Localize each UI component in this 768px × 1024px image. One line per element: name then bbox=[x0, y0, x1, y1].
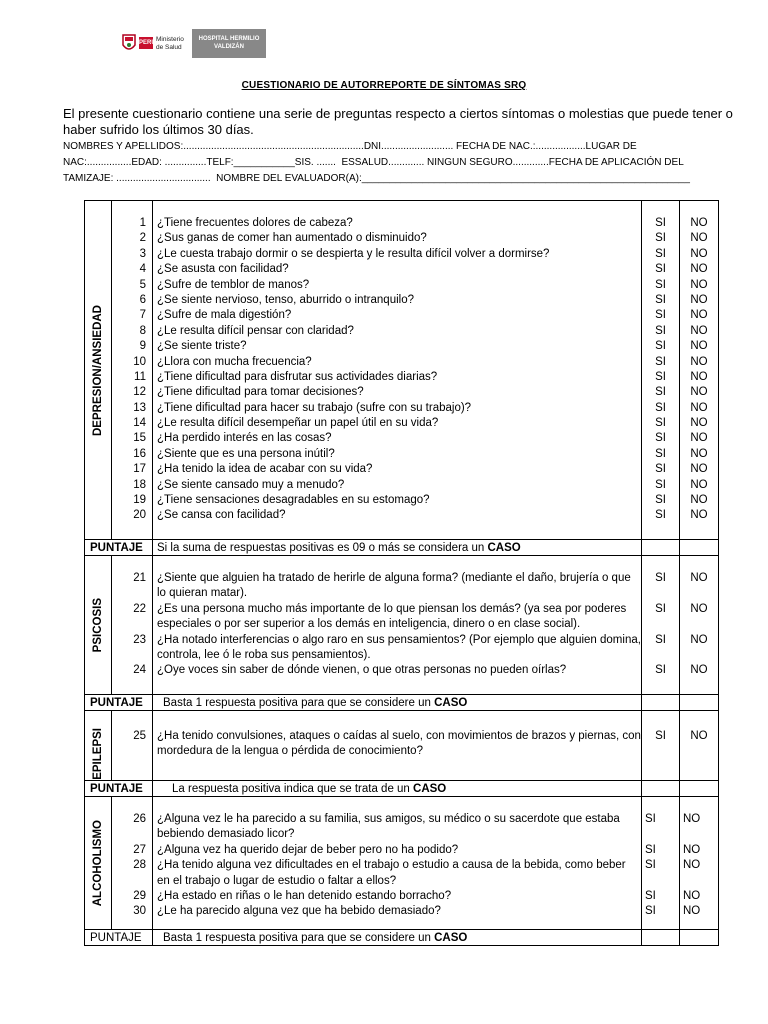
answer-no-option[interactable]: NO bbox=[690, 730, 708, 742]
srq-questionnaire-table bbox=[84, 200, 719, 946]
question-number: 18 bbox=[133, 478, 146, 491]
puntaje-si-cell[interactable] bbox=[642, 695, 680, 711]
caso-label: CASO bbox=[413, 782, 447, 795]
puntaje-rule bbox=[153, 695, 642, 711]
puntaje-si-cell[interactable] bbox=[642, 781, 680, 797]
answer-no-option[interactable]: NO bbox=[683, 905, 701, 918]
question-number: 24 bbox=[133, 664, 146, 677]
question-number: 8 bbox=[139, 324, 146, 337]
question-text: ¿Le ha parecido alguna vez que ha bebido demasiado? bbox=[157, 905, 441, 918]
answer-si-option[interactable]: SI bbox=[655, 633, 666, 646]
coat-of-arms-icon bbox=[121, 31, 137, 55]
question-text: ¿Le resulta difícil desempeñar un papel útil en su vida? bbox=[157, 417, 439, 430]
caso-label: CASO bbox=[434, 696, 468, 709]
question-number: 9 bbox=[139, 340, 146, 353]
answer-si-option[interactable]: SI bbox=[655, 263, 666, 276]
no-column bbox=[680, 797, 719, 930]
si-column bbox=[642, 556, 680, 695]
question-text: ¿Sus ganas de comer han aumentado o disminuido? bbox=[157, 232, 427, 245]
answer-no-option[interactable]: NO bbox=[690, 324, 708, 337]
answer-no-option[interactable]: NO bbox=[690, 432, 708, 445]
question-text: ¿Sufre de mala digestión? bbox=[157, 309, 292, 322]
section-label-alcoholismo: ALCOHOLISMO bbox=[92, 819, 104, 907]
answer-no-option[interactable]: NO bbox=[690, 633, 708, 646]
caso-label: CASO bbox=[487, 541, 521, 554]
puntaje-no-cell[interactable] bbox=[680, 540, 719, 556]
answer-no-option[interactable]: NO bbox=[690, 664, 708, 677]
form-line-1: NOMBRES Y APELLIDOS:.................................................................DNI.......................... FECHA DE NAC.:..................LUGAR DE bbox=[63, 141, 637, 152]
form-line-3 bbox=[63, 173, 690, 184]
answer-no-option[interactable]: NO bbox=[690, 217, 708, 229]
section-alcoholismo bbox=[85, 797, 719, 930]
telf-blank[interactable]: ___________ bbox=[233, 157, 295, 168]
section-depresion bbox=[85, 201, 719, 540]
question-text: ¿Llora con mucha frecuencia? bbox=[157, 355, 312, 368]
answer-no-option[interactable]: NO bbox=[690, 232, 708, 245]
no-column bbox=[680, 556, 719, 695]
answer-si-option[interactable]: SI bbox=[645, 843, 656, 856]
question-text: ¿Tiene dificultad para hacer su trabajo (sufre con su trabajo)? bbox=[157, 401, 472, 414]
puntaje-row-alcoholismo bbox=[85, 930, 719, 946]
answer-no-option[interactable]: NO bbox=[690, 602, 708, 615]
answer-si-option[interactable]: SI bbox=[645, 813, 656, 825]
puntaje-no-cell[interactable] bbox=[680, 930, 719, 946]
question-number: 27 bbox=[133, 843, 146, 856]
si-column bbox=[642, 797, 680, 930]
question-number: 26 bbox=[133, 813, 146, 825]
question-number: 29 bbox=[133, 889, 146, 902]
puntaje-text: Basta 1 respuesta positiva para que se considere un bbox=[163, 696, 431, 709]
puntaje-label: PUNTAJE bbox=[85, 695, 153, 711]
question-number: 15 bbox=[133, 432, 146, 445]
answer-no-option[interactable]: NO bbox=[683, 889, 701, 902]
question-number: 28 bbox=[133, 859, 146, 872]
questions-column bbox=[153, 201, 642, 540]
intro-paragraph: El presente cuestionario contiene una serie de preguntas respecto a ciertos síntomas o molestias que puede tener o haber sufrido los últimos 30 días. bbox=[63, 106, 733, 137]
no-column bbox=[680, 711, 719, 781]
questions-column bbox=[153, 711, 642, 781]
question-text: ¿Oye voces sin saber de dónde vienen, o que otras personas no pueden oírlas? bbox=[157, 664, 567, 677]
form-line-3a: TAMIZAJE: .................................. NOMBRE DEL EVALUADOR(A): bbox=[63, 173, 362, 184]
answer-si-option[interactable]: SI bbox=[655, 340, 666, 353]
numbers-column bbox=[112, 556, 153, 695]
no-column bbox=[680, 201, 719, 540]
question-text: ¿Tiene sensaciones desagradables en su estomago? bbox=[157, 494, 430, 507]
questions-column bbox=[153, 797, 642, 930]
answer-si-option[interactable]: SI bbox=[655, 572, 666, 584]
answer-si-option[interactable]: SI bbox=[655, 494, 666, 507]
answer-si-option[interactable]: SI bbox=[655, 730, 666, 742]
numbers-column bbox=[112, 797, 153, 930]
answer-no-option[interactable]: NO bbox=[683, 813, 701, 825]
question-number: 13 bbox=[133, 401, 146, 414]
answer-no-option[interactable]: NO bbox=[690, 494, 708, 507]
puntaje-rule bbox=[153, 781, 642, 797]
question-text: ¿Ha perdido interés en las cosas? bbox=[157, 432, 332, 445]
question-number: 14 bbox=[133, 417, 146, 430]
question-number: 4 bbox=[139, 263, 146, 276]
answer-si-option[interactable]: SI bbox=[655, 217, 666, 229]
question-text: ¿Tiene dificultad para tomar decisiones? bbox=[157, 386, 364, 399]
answer-no-option[interactable]: NO bbox=[690, 340, 708, 353]
questions-column bbox=[153, 556, 642, 695]
answer-si-option[interactable]: SI bbox=[655, 432, 666, 445]
question-number: 10 bbox=[133, 355, 146, 368]
puntaje-si-cell[interactable] bbox=[642, 930, 680, 946]
puntaje-row-epilepsia bbox=[85, 781, 719, 797]
answer-no-option[interactable]: NO bbox=[690, 247, 708, 260]
section-label-epilepsia: EPILEPSI bbox=[92, 728, 104, 780]
answer-si-option[interactable]: SI bbox=[655, 664, 666, 677]
section-label-cell bbox=[85, 797, 112, 930]
answer-si-option[interactable]: SI bbox=[655, 463, 666, 476]
question-text: ¿Ha tenido convulsiones, ataques o caídas al suelo, con movimientos de brazos y piernas, con mordedura de la lengua o pérdida de conocimiento? bbox=[157, 730, 641, 758]
question-text: ¿Siente que alguien ha tratado de herirle de alguna forma? (mediante el daño, brujería o que lo quieran matar). bbox=[157, 572, 631, 600]
answer-si-option[interactable]: SI bbox=[655, 447, 666, 460]
question-number: 20 bbox=[133, 509, 146, 522]
answer-si-option[interactable]: SI bbox=[655, 602, 666, 615]
question-text: ¿Se siente nervioso, tenso, aburrido o intranquilo? bbox=[157, 293, 414, 306]
question-number: 17 bbox=[133, 463, 146, 476]
section-label-cell bbox=[85, 711, 112, 781]
document-title: CUESTIONARIO DE AUTORREPORTE DE SÍNTOMAS SRQ bbox=[241, 80, 527, 91]
caso-label: CASO bbox=[434, 931, 468, 944]
question-text: ¿Ha notado interferencias o algo raro en sus pensamientos? (Por ejemplo que alguien domina, controla, lee ó le roba sus pensamientos). bbox=[157, 633, 641, 661]
form-line-2 bbox=[63, 157, 684, 168]
evaluator-blank[interactable]: ___________________________________________________________ bbox=[361, 173, 690, 184]
puntaje-rule bbox=[153, 930, 642, 946]
puntaje-text: Basta 1 respuesta positiva para que se considere un bbox=[163, 931, 431, 944]
section-epilepsia bbox=[85, 711, 719, 781]
section-psicosis bbox=[85, 556, 719, 695]
answer-no-option[interactable]: NO bbox=[690, 309, 708, 322]
answer-si-option[interactable]: SI bbox=[655, 478, 666, 491]
puntaje-rule bbox=[153, 540, 642, 556]
question-text: ¿Alguna vez ha querido dejar de beber pero no ha podido? bbox=[157, 843, 459, 856]
answer-no-option[interactable]: NO bbox=[690, 263, 708, 276]
section-label-cell bbox=[85, 556, 112, 695]
question-text: ¿Tiene dificultad para disfrutar sus actividades diarias? bbox=[157, 370, 438, 383]
question-number: 16 bbox=[133, 447, 146, 460]
institution-logo bbox=[117, 29, 266, 58]
puntaje-no-cell[interactable] bbox=[680, 781, 719, 797]
question-text: ¿Es una persona mucho más importante de lo que piensan los demás? (ya sea por poderes especiales o por ser superior a los demás en inteligencia, dinero o en clase social). bbox=[157, 602, 627, 631]
puntaje-label: PUNTAJE bbox=[85, 930, 153, 946]
si-column bbox=[642, 201, 680, 540]
question-number: 23 bbox=[133, 633, 146, 646]
question-text: ¿Se asusta con facilidad? bbox=[157, 263, 289, 276]
puntaje-text: La respuesta positiva indica que se trata de un bbox=[172, 782, 410, 795]
question-number: 11 bbox=[134, 370, 146, 383]
answer-si-option[interactable]: SI bbox=[655, 278, 666, 291]
answer-si-option[interactable]: SI bbox=[655, 401, 666, 414]
question-number: 3 bbox=[139, 247, 146, 260]
answer-si-option[interactable]: SI bbox=[655, 232, 666, 245]
puntaje-text: Si la suma de respuestas positivas es 09 o más se considera un bbox=[157, 541, 485, 554]
answer-si-option[interactable]: SI bbox=[655, 509, 666, 522]
question-number: 5 bbox=[139, 278, 146, 291]
answer-si-option[interactable]: SI bbox=[655, 324, 666, 337]
question-number: 25 bbox=[133, 730, 146, 742]
answer-no-option[interactable]: NO bbox=[690, 478, 708, 491]
question-text: ¿Ha estado en riñas o le han detenido estando borracho? bbox=[157, 889, 452, 902]
answer-si-option[interactable]: SI bbox=[655, 293, 666, 306]
answer-no-option[interactable]: NO bbox=[690, 370, 708, 383]
puntaje-label: PUNTAJE bbox=[85, 540, 153, 556]
answer-si-option[interactable]: SI bbox=[655, 386, 666, 399]
question-number: 1 bbox=[139, 217, 146, 229]
question-text: ¿Siente que es una persona inútil? bbox=[157, 447, 335, 460]
question-number: 30 bbox=[133, 905, 146, 918]
answer-si-option[interactable]: SI bbox=[655, 309, 666, 322]
answer-no-option[interactable]: NO bbox=[690, 509, 708, 522]
answer-si-option[interactable]: SI bbox=[645, 859, 656, 872]
answer-no-option[interactable]: NO bbox=[690, 572, 708, 584]
question-number: 12 bbox=[133, 386, 146, 399]
question-number: 21 bbox=[133, 572, 146, 584]
answer-si-option[interactable]: SI bbox=[645, 905, 656, 918]
numbers-column bbox=[112, 711, 153, 781]
form-line-2b: SIS. ....... ESSALUD............. NINGUN SEGURO.............FECHA DE APLICACIÓN DEL bbox=[294, 157, 684, 168]
section-label-psicosis: PSICOSIS bbox=[92, 597, 104, 653]
question-text: ¿Sufre de temblor de manos? bbox=[157, 278, 310, 291]
answer-no-option[interactable]: NO bbox=[690, 355, 708, 368]
question-text: ¿Tiene frecuentes dolores de cabeza? bbox=[157, 217, 353, 229]
form-line-2a: NAC:................EDAD: ...............TELF: bbox=[63, 157, 234, 168]
numbers-column bbox=[112, 201, 153, 540]
question-text: ¿Se siente cansado muy a menudo? bbox=[157, 478, 345, 491]
answer-si-option[interactable]: SI bbox=[645, 889, 656, 902]
puntaje-si-cell[interactable] bbox=[642, 540, 680, 556]
answer-no-option[interactable]: NO bbox=[690, 278, 708, 291]
puntaje-no-cell[interactable] bbox=[680, 695, 719, 711]
question-text: ¿Le resulta difícil pensar con claridad? bbox=[157, 324, 354, 337]
answer-no-option[interactable]: NO bbox=[690, 417, 708, 430]
puntaje-row-psicosis bbox=[85, 695, 719, 711]
question-text: ¿Se cansa con facilidad? bbox=[157, 509, 286, 522]
answer-no-option[interactable]: NO bbox=[690, 447, 708, 460]
question-number: 6 bbox=[139, 293, 146, 306]
question-text: ¿Ha tenido alguna vez dificultades en el trabajo o estudio a causa de la bebida, como beber en el trabajo o lugar de estudio o faltar a ellos? bbox=[157, 859, 626, 887]
answer-si-option[interactable]: SI bbox=[655, 247, 666, 260]
answer-no-option[interactable]: NO bbox=[690, 401, 708, 414]
question-number: 2 bbox=[139, 232, 146, 245]
answer-no-option[interactable]: NO bbox=[690, 386, 708, 399]
peru-badge: PERÚ bbox=[139, 37, 153, 49]
answer-no-option[interactable]: NO bbox=[683, 843, 701, 856]
question-text: ¿Se siente triste? bbox=[157, 340, 247, 353]
question-text: ¿Ha tenido la idea de acabar con su vida? bbox=[157, 463, 373, 476]
question-number: 19 bbox=[133, 494, 146, 507]
puntaje-row-depresion bbox=[85, 540, 719, 556]
answer-no-option[interactable]: NO bbox=[690, 293, 708, 306]
answer-si-option[interactable]: SI bbox=[655, 355, 666, 368]
ministry-name: Ministerio de Salud bbox=[156, 36, 184, 51]
hospital-name: HOSPITAL HERMILIO VALDIZÁN bbox=[192, 29, 266, 58]
question-text: ¿Le cuesta trabajo dormir o se despierta y le resulta difícil volver a dormirse? bbox=[157, 247, 550, 260]
puntaje-label: PUNTAJE bbox=[85, 781, 153, 797]
question-text: ¿Alguna vez le ha parecido a su familia, sus amigos, su médico o su sacerdote que estaba bebiendo demasiado licor? bbox=[157, 813, 620, 841]
answer-no-option[interactable]: NO bbox=[683, 859, 701, 872]
section-label-cell bbox=[85, 201, 112, 540]
si-column bbox=[642, 711, 680, 781]
answer-no-option[interactable]: NO bbox=[690, 463, 708, 476]
answer-si-option[interactable]: SI bbox=[655, 370, 666, 383]
answer-si-option[interactable]: SI bbox=[655, 417, 666, 430]
question-number: 22 bbox=[133, 602, 146, 615]
question-number: 7 bbox=[139, 309, 146, 322]
section-label-depresion: DEPRESION/ANSIEDAD bbox=[92, 304, 104, 436]
